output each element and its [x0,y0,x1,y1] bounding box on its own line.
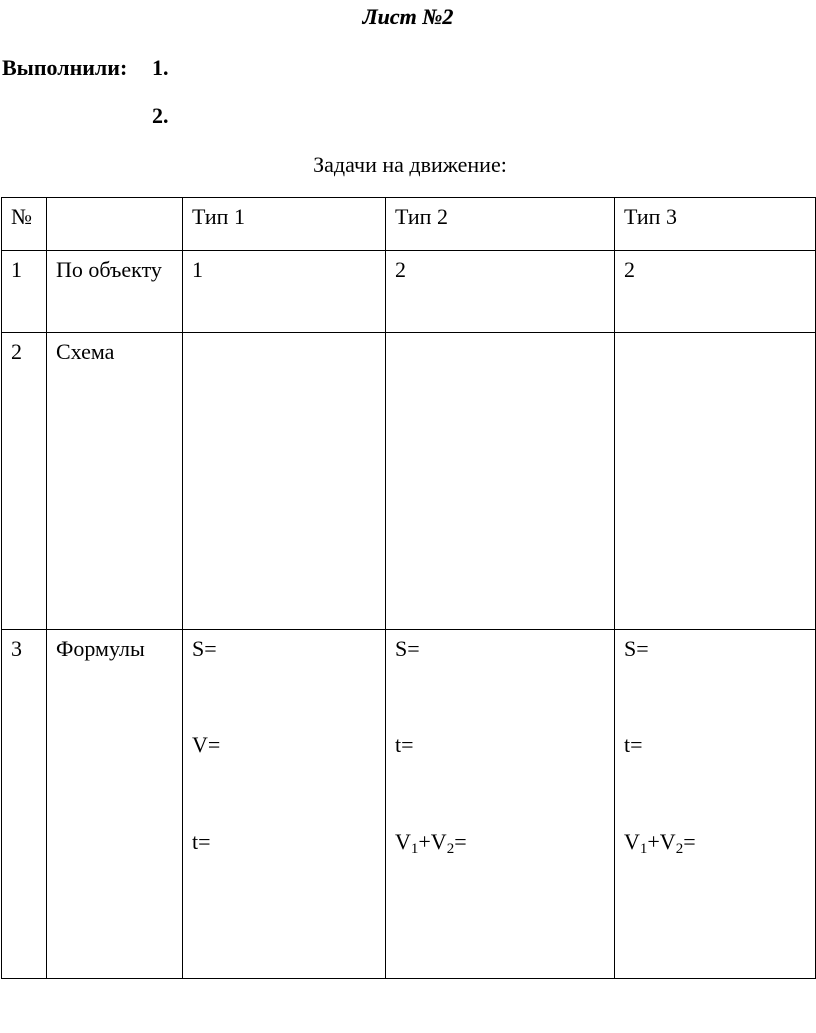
equals-sign: = [683,829,696,854]
speed-index-2: 2 [675,841,684,857]
formula-distance: S= [192,636,217,661]
performer-number-2: 2. [152,103,169,128]
header-cell-label [47,198,183,251]
formula-cell-type-1 [183,630,386,979]
sheet-title: Лист №2 [362,4,454,29]
row-number-cell: 3 [2,630,47,979]
table-header-row [2,198,816,251]
object-cell-type-3: 2 [615,251,816,333]
object-cell-type-1: 1 [183,251,386,333]
table-row-scheme [2,333,816,630]
formula-cell-type-2 [386,630,615,979]
plus-speed-symbol: +V [647,829,676,854]
row-label-cell: По объекту [47,251,183,333]
object-cell-type-2: 2 [386,251,615,333]
formula-speed-sum [395,827,606,857]
row-label-cell: Схема [47,333,183,630]
formula-time: t= [192,829,211,854]
table-row-formulas [2,630,816,979]
performers-label [2,55,127,81]
formula-speed-sum [624,827,807,857]
speed-symbol: V [395,829,411,854]
row-label-cell: Формулы [47,630,183,979]
formula-distance: S= [624,636,649,661]
formula-distance: S= [395,636,420,661]
row-number-cell: 2 [2,333,47,630]
table-caption [0,152,816,178]
formula-time: t= [624,732,643,757]
performer-number-1: 1. [152,55,169,80]
speed-index-2: 2 [446,841,455,857]
row-number-cell: 1 [2,251,47,333]
header-cell-type-3: Тип 3 [615,198,816,251]
speed-index-1: 1 [639,841,648,857]
formula-cell-type-3 [615,630,816,979]
scheme-cell-type-1[interactable] [183,333,386,630]
speed-index-1: 1 [410,841,419,857]
speed-symbol: V [624,829,640,854]
header-cell-type-1: Тип 1 [183,198,386,251]
formula-time: t= [395,732,414,757]
motion-tasks-table [1,197,816,979]
header-cell-number: № [2,198,47,251]
plus-speed-symbol: +V [418,829,447,854]
formula-speed: V= [192,732,221,757]
header-cell-type-2: Тип 2 [386,198,615,251]
table-row-by-object [2,251,816,333]
scheme-cell-type-2[interactable] [386,333,615,630]
table-caption-text: Задачи на движение: [313,152,507,177]
equals-sign: = [454,829,467,854]
performers-label-text: Выполнили: [2,55,128,80]
scheme-cell-type-3[interactable] [615,333,816,630]
